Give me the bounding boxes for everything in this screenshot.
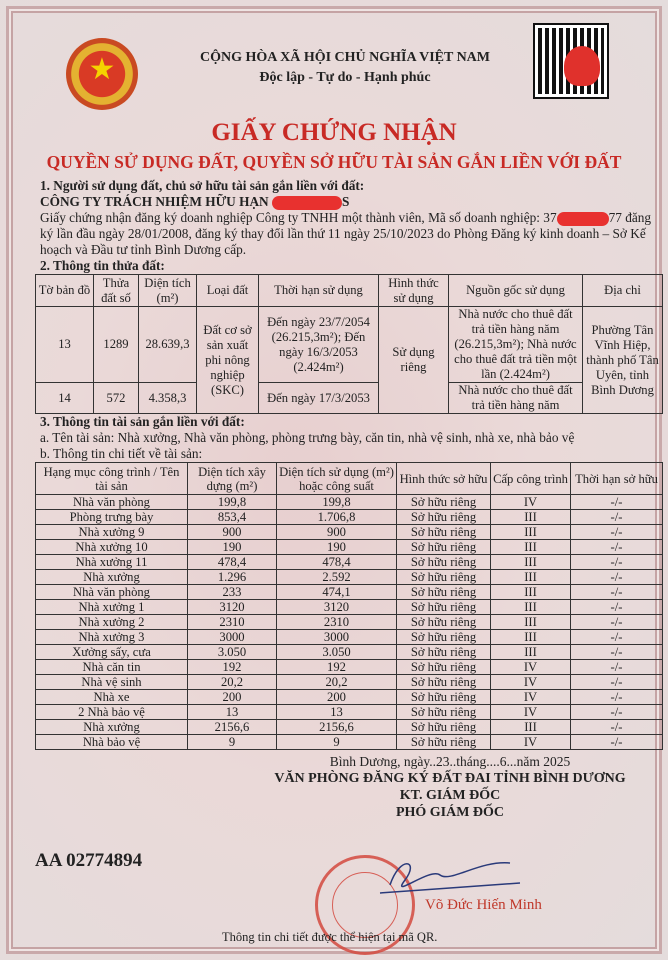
cell-ownership-term: -/- (571, 540, 663, 555)
cell-use-area: 20,2 (277, 675, 397, 690)
cell-build-area: 478,4 (188, 555, 277, 570)
document-subtitle: QUYỀN SỬ DỤNG ĐẤT, QUYỀN SỞ HỮU TÀI SẢN GẮN LIỀN VỚI ĐẤT (46, 152, 622, 172)
signature-block (35, 753, 662, 821)
table-row (36, 735, 663, 750)
section3-heading: 3. Thông tin tài sản gắn liền với đất: (40, 414, 245, 429)
column-header: Diện tích xây dựng (m²) (188, 463, 277, 495)
cell-grade: III (491, 555, 571, 570)
cell-use-form: Sử dụng riêng (379, 307, 449, 414)
signer-name: Võ Đức Hiến Minh (425, 897, 542, 913)
cell-ownership: Sở hữu riêng (397, 645, 491, 660)
cell-grade: III (491, 540, 571, 555)
cell-grade: IV (491, 675, 571, 690)
column-header: Hạng mục công trình / Tên tài sản (36, 463, 188, 495)
cell-ownership-term: -/- (571, 645, 663, 660)
cell-origin: Nhà nước cho thuê đất trả tiền hàng năm (26.215,3m²); Nhà nước cho thuê đất trả tiền một lần (2.424m²) (449, 307, 583, 383)
cell-grade: IV (491, 660, 571, 675)
cell-ownership-term: -/- (571, 510, 663, 525)
cell-ownership: Sở hữu riêng (397, 735, 491, 750)
cell-use-area: 9 (277, 735, 397, 750)
cell-grade: III (491, 525, 571, 540)
cell-ownership: Sở hữu riêng (397, 615, 491, 630)
cell-grade: IV (491, 690, 571, 705)
cell-ownership: Sở hữu riêng (397, 690, 491, 705)
cell-asset-name: Nhà văn phòng (36, 495, 188, 510)
cell-asset-name: Nhà xưởng 2 (36, 615, 188, 630)
cell-ownership-term: -/- (571, 555, 663, 570)
cell-address: Phường Tân Vĩnh Hiệp, thành phố Tân Uyên, tỉnh Bình Dương (583, 307, 663, 414)
table-row (36, 495, 663, 510)
cell-asset-name: Nhà xưởng 9 (36, 525, 188, 540)
cell-grade: III (491, 600, 571, 615)
cell-origin: Nhà nước cho thuê đất trả tiền hàng năm (449, 383, 583, 414)
cell-use-area: 3120 (277, 600, 397, 615)
cell-sheet: 13 (36, 307, 94, 383)
cell-ownership: Sở hữu riêng (397, 585, 491, 600)
redaction-mark (564, 46, 600, 86)
cell-land-type: Đất cơ sở sản xuất phi nông nghiệp (SKC) (197, 307, 259, 414)
table-row (36, 705, 663, 720)
document-body (35, 178, 662, 821)
column-header: Hình thức sở hữu (397, 463, 491, 495)
cell-ownership: Sở hữu riêng (397, 630, 491, 645)
cell-grade: IV (491, 495, 571, 510)
column-header: Thời hạn sử dụng (259, 275, 379, 307)
cell-asset-name: Nhà xưởng 10 (36, 540, 188, 555)
cell-asset-name: Nhà xưởng 11 (36, 555, 188, 570)
cell-build-area: 192 (188, 660, 277, 675)
cell-grade: IV (491, 705, 571, 720)
cell-asset-name: Nhà vệ sinh (36, 675, 188, 690)
cell-grade: III (491, 615, 571, 630)
cell-use-area: 2156,6 (277, 720, 397, 735)
cell-ownership-term: -/- (571, 630, 663, 645)
cell-use-area: 13 (277, 705, 397, 720)
table-row (36, 630, 663, 645)
cell-ownership-term: -/- (571, 735, 663, 750)
cell-use-area: 2310 (277, 615, 397, 630)
cell-asset-name: Nhà xưởng 3 (36, 630, 188, 645)
cell-grade: III (491, 570, 571, 585)
cell-asset-name: Nhà xe (36, 690, 188, 705)
column-header: Diện tích (m²) (139, 275, 197, 307)
section2-heading: 2. Thông tin thửa đất: (40, 258, 165, 273)
section3 (35, 414, 662, 462)
cell-build-area: 13 (188, 705, 277, 720)
cell-build-area: 2156,6 (188, 720, 277, 735)
cell-use-area: 2.592 (277, 570, 397, 585)
column-header: Thời hạn sở hữu (571, 463, 663, 495)
cell-ownership: Sở hữu riêng (397, 525, 491, 540)
cell-ownership-term: -/- (571, 585, 663, 600)
cell-build-area: 199,8 (188, 495, 277, 510)
cell-build-area: 3000 (188, 630, 277, 645)
cell-use-area: 3000 (277, 630, 397, 645)
cell-parcel: 1289 (94, 307, 139, 383)
cell-asset-name: Nhà xưởng (36, 720, 188, 735)
cell-use-area: 474,1 (277, 585, 397, 600)
company-suffix: S (341, 194, 350, 209)
cell-ownership-term: -/- (571, 690, 663, 705)
asset-names: a. Tên tài sản: Nhà xưởng, Nhà văn phòng, phòng trưng bày, căn tin, nhà vệ sinh, nhà xe, nhà bảo vệ (40, 430, 575, 445)
column-header: Nguồn gốc sử dụng (449, 275, 583, 307)
table-row (36, 525, 663, 540)
cell-use-area: 478,4 (277, 555, 397, 570)
cell-build-area: 3.050 (188, 645, 277, 660)
cell-grade: III (491, 645, 571, 660)
cell-ownership-term: -/- (571, 675, 663, 690)
cell-asset-name: Nhà căn tin (36, 660, 188, 675)
cell-use-area: 200 (277, 690, 397, 705)
redaction-mark (557, 212, 609, 226)
cell-build-area: 233 (188, 585, 277, 600)
cell-asset-name: Nhà văn phòng (36, 585, 188, 600)
redaction-mark (272, 196, 342, 210)
cell-ownership-term: -/- (571, 720, 663, 735)
cell-use-area: 900 (277, 525, 397, 540)
cell-ownership: Sở hữu riêng (397, 555, 491, 570)
issuing-office: VĂN PHÒNG ĐĂNG KÝ ĐẤT ĐAI TỈNH BÌNH DƯƠNG (274, 771, 626, 786)
cell-asset-name: Xưởng sấy, cưa (36, 645, 188, 660)
national-motto: Độc lập - Tự do - Hạnh phúc (259, 70, 431, 85)
cell-parcel: 572 (94, 383, 139, 414)
table-row (36, 660, 663, 675)
registration-text-a: Giấy chứng nhận đăng ký doanh nghiệp Công ty TNHH một thành viên, Mã số doanh nghiệp: 37 (40, 210, 557, 225)
column-header: Hình thức sử dụng (379, 275, 449, 307)
cell-use-area: 192 (277, 660, 397, 675)
cell-asset-name: 2 Nhà bảo vệ (36, 705, 188, 720)
cell-build-area: 3120 (188, 600, 277, 615)
registration-info (40, 210, 662, 258)
cell-area: 4.358,3 (139, 383, 197, 414)
land-parcel-table (35, 274, 663, 414)
country-name: CỘNG HÒA XÃ HỘI CHỦ NGHĨA VIỆT NAM (199, 50, 490, 65)
column-header: Thửa đất số (94, 275, 139, 307)
signature (370, 855, 530, 895)
cell-use-area: 1.706,8 (277, 510, 397, 525)
cell-asset-name: Nhà xưởng 1 (36, 600, 188, 615)
column-header: Tờ bản đồ (36, 275, 94, 307)
table-row (36, 585, 663, 600)
signer-title: PHÓ GIÁM ĐỐC (395, 805, 505, 820)
cell-asset-name: Nhà xưởng (36, 570, 188, 585)
serial-number: AA 02774894 (35, 850, 143, 871)
table-row (36, 615, 663, 630)
cell-ownership: Sở hữu riêng (397, 675, 491, 690)
cell-ownership-term: -/- (571, 495, 663, 510)
cell-ownership: Sở hữu riêng (397, 570, 491, 585)
cell-area: 28.639,3 (139, 307, 197, 383)
cell-ownership-term: -/- (571, 600, 663, 615)
cell-grade: III (491, 510, 571, 525)
table-row (36, 555, 663, 570)
national-emblem-icon: ★ (66, 38, 138, 110)
cell-ownership-term: -/- (571, 705, 663, 720)
cell-sheet: 14 (36, 383, 94, 414)
cell-grade: III (491, 630, 571, 645)
cell-ownership: Sở hữu riêng (397, 600, 491, 615)
table-row (36, 675, 663, 690)
table-row (36, 720, 663, 735)
cell-build-area: 20,2 (188, 675, 277, 690)
cell-asset-name: Phòng trưng bày (36, 510, 188, 525)
cell-ownership-term: -/- (571, 570, 663, 585)
company-prefix: CÔNG TY TRÁCH NHIỆM HỮU HẠN (40, 194, 269, 209)
column-header: Địa chỉ (583, 275, 663, 307)
cell-grade: III (491, 585, 571, 600)
table-row (36, 690, 663, 705)
company-name (40, 194, 662, 210)
column-header: Diện tích sử dụng (m²) hoặc công suất (277, 463, 397, 495)
cell-build-area: 200 (188, 690, 277, 705)
cell-ownership: Sở hữu riêng (397, 660, 491, 675)
section1-heading: 1. Người sử dụng đất, chủ sở hữu tài sản gắn liền với đất: (40, 178, 365, 193)
table-row (36, 645, 663, 660)
cell-build-area: 2310 (188, 615, 277, 630)
document-title: GIẤY CHỨNG NHẬN (211, 119, 457, 146)
cell-build-area: 853,4 (188, 510, 277, 525)
section1 (35, 178, 662, 274)
qr-note: Thông tin chi tiết được thể hiện tại mã QR. (222, 930, 438, 944)
table-row (36, 540, 663, 555)
cell-ownership: Sở hữu riêng (397, 540, 491, 555)
cell-term: Đến ngày 23/7/2054 (26.215,3m²); Đến ngày 16/3/2053 (2.424m²) (259, 307, 379, 383)
cell-term: Đến ngày 17/3/2053 (259, 383, 379, 414)
registration-text-b: 77 đăng ký lần đầu ngày 28/01/2008, đăng ký thay đổi lần thứ 11 ngày 25/10/2023 do Phòng Đăng ký kinh doanh – Sở Kế hoạch và Đầu tư tỉnh Bình Dương cấp. (40, 210, 652, 257)
cell-grade: IV (491, 735, 571, 750)
asset-detail-heading: b. Thông tin chi tiết về tài sản: (40, 446, 203, 461)
cell-build-area: 900 (188, 525, 277, 540)
cell-ownership-term: -/- (571, 615, 663, 630)
table-row (36, 570, 663, 585)
issue-date: Bình Dương, ngày..23..tháng....6...năm 2025 (329, 754, 571, 769)
cell-build-area: 9 (188, 735, 277, 750)
cell-ownership-term: -/- (571, 525, 663, 540)
cell-use-area: 190 (277, 540, 397, 555)
table-row (36, 600, 663, 615)
cell-ownership: Sở hữu riêng (397, 705, 491, 720)
cell-asset-name: Nhà bảo vệ (36, 735, 188, 750)
table-row (36, 510, 663, 525)
cell-ownership-term: -/- (571, 660, 663, 675)
signer-authority: KT. GIÁM ĐỐC (399, 788, 501, 803)
cell-ownership: Sở hữu riêng (397, 495, 491, 510)
cell-ownership: Sở hữu riêng (397, 720, 491, 735)
cell-build-area: 190 (188, 540, 277, 555)
cell-ownership: Sở hữu riêng (397, 510, 491, 525)
asset-table (35, 462, 663, 750)
column-header: Cấp công trình (491, 463, 571, 495)
column-header: Loại đất (197, 275, 259, 307)
cell-use-area: 3.050 (277, 645, 397, 660)
cell-build-area: 1.296 (188, 570, 277, 585)
cell-use-area: 199,8 (277, 495, 397, 510)
cell-grade: III (491, 720, 571, 735)
